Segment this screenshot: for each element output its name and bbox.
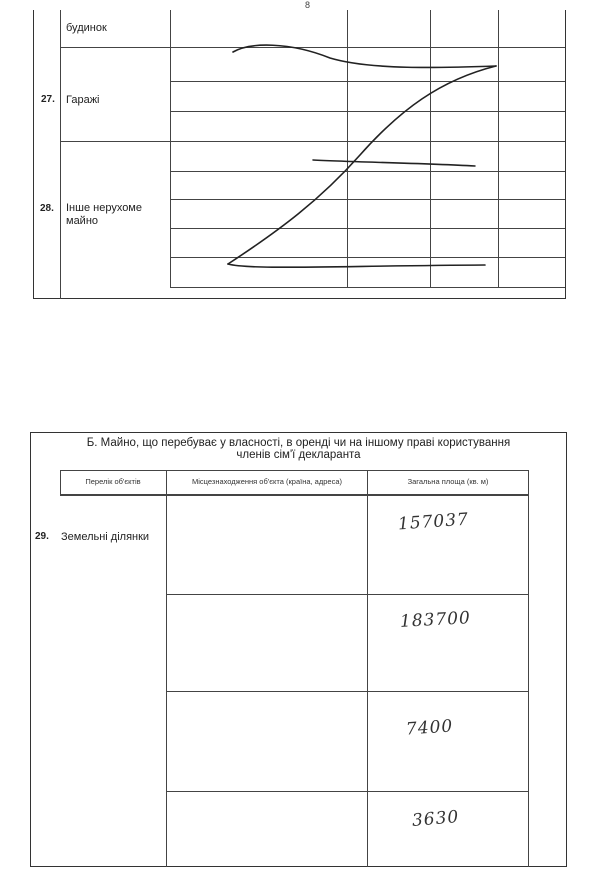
row-label-garages: Гаражі [66, 94, 100, 106]
row-number-28: 28. [40, 203, 54, 214]
divider [60, 494, 529, 496]
divider [367, 470, 368, 867]
column-header-objects: Перелік об'єктів [85, 477, 141, 486]
area-value: 183700 [399, 608, 472, 632]
bottom-table [30, 432, 567, 867]
divider [166, 791, 528, 792]
row-number-27: 27. [41, 94, 55, 105]
section-title-line1: Б. Майно, що перебуває у власності, в оренді чи на іншому праві користування [86, 437, 511, 449]
column-header-location: Місцезнаходження об'єкта (країна, адреса) [192, 477, 342, 486]
divider [166, 594, 528, 595]
row-number-29: 29. [35, 531, 49, 542]
divider [166, 691, 528, 692]
section-title [30, 437, 567, 461]
row-label-house: будинок [66, 22, 107, 34]
section-title-line2: членів сім'ї декларанта [236, 449, 361, 461]
page-number-mark: 8 [305, 0, 311, 10]
divider [166, 470, 167, 867]
area-value: 3630 [411, 806, 461, 832]
divider [528, 470, 529, 867]
row-label-other-real-estate: Інше нерухоме майно [66, 202, 142, 227]
area-value: 157037 [397, 509, 470, 535]
column-header-area: Загальна площа (кв. м) [407, 477, 489, 486]
area-value: 7400 [405, 716, 454, 740]
row-label-land-plots: Земельні ділянки [61, 531, 150, 543]
divider [60, 470, 529, 471]
